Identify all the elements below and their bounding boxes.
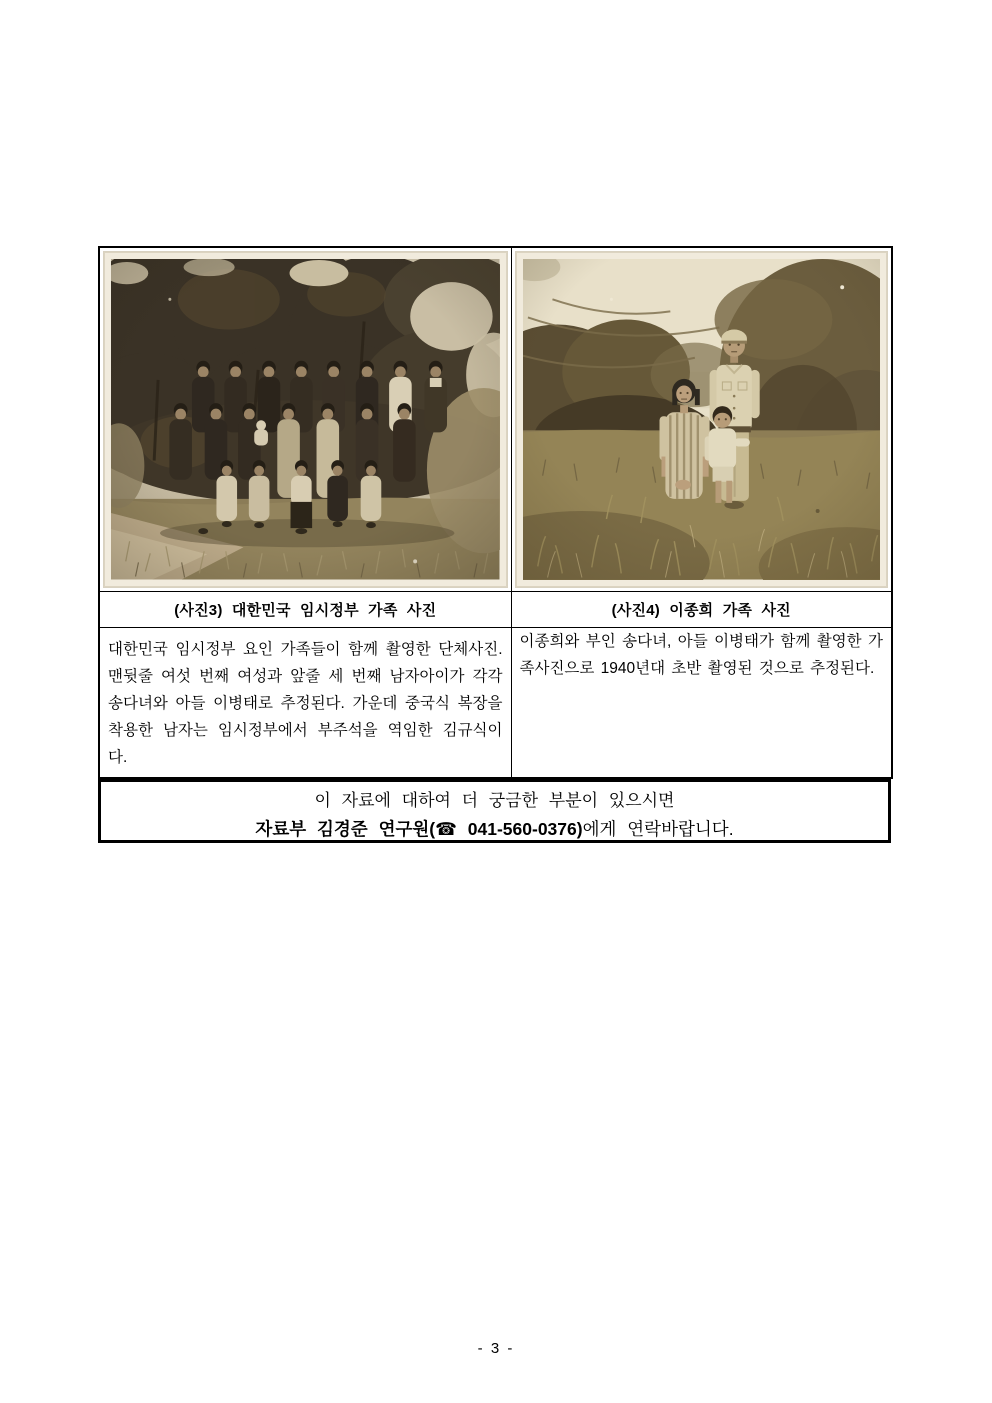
photo3-caption: (사진3) 대한민국 임시정부 가족 사진	[174, 601, 437, 619]
contact-box	[98, 779, 891, 843]
photo-table	[98, 246, 893, 779]
description-row	[99, 627, 892, 778]
photo4-description: 이종희와 부인 송다녀, 아들 이병태가 함께 촬영한 가족사진으로 1940년대 초반 촬영된 것으로 추정된다.	[519, 632, 883, 677]
photo3-description: 대한민국 임시정부 요인 가족들이 함께 촬영한 단체사진. 맨뒷줄 여섯 번째 여성과 앞줄 세 번째 남자아이가 각각 송다녀와 아들 이병태로 추정된다. 가운데 중국식 복장을 착용한 남자는 임시정부에서 부주석을 역임한 김규식이다.	[108, 640, 503, 766]
photo4-caption: (사진4) 이종희 가족 사진	[611, 601, 791, 619]
page-number: - 3 -	[477, 1340, 515, 1357]
photo3-group-photo-illustration	[111, 259, 500, 580]
photo4-family-photo-illustration	[523, 259, 881, 580]
photo4-print	[515, 251, 889, 588]
contact-question-line: 이 자료에 대하여 더 궁금한 부분이 있으시면	[314, 791, 675, 810]
caption-row	[99, 591, 892, 627]
caption-cell-right	[511, 591, 892, 627]
contact-line-suffix: 에게 연락바랍니다.	[582, 819, 734, 839]
photo-row	[99, 247, 892, 591]
description-cell-left	[99, 627, 511, 778]
photo-cell-left	[99, 247, 511, 591]
description-cell-right	[511, 627, 892, 778]
caption-cell-left	[99, 591, 511, 627]
photo3-print	[103, 251, 508, 588]
photo-cell-right	[511, 247, 892, 591]
contact-researcher-line	[101, 815, 888, 843]
contact-researcher-phone: 자료부 김경준 연구원(☎ 041-560-0376)	[255, 819, 583, 839]
